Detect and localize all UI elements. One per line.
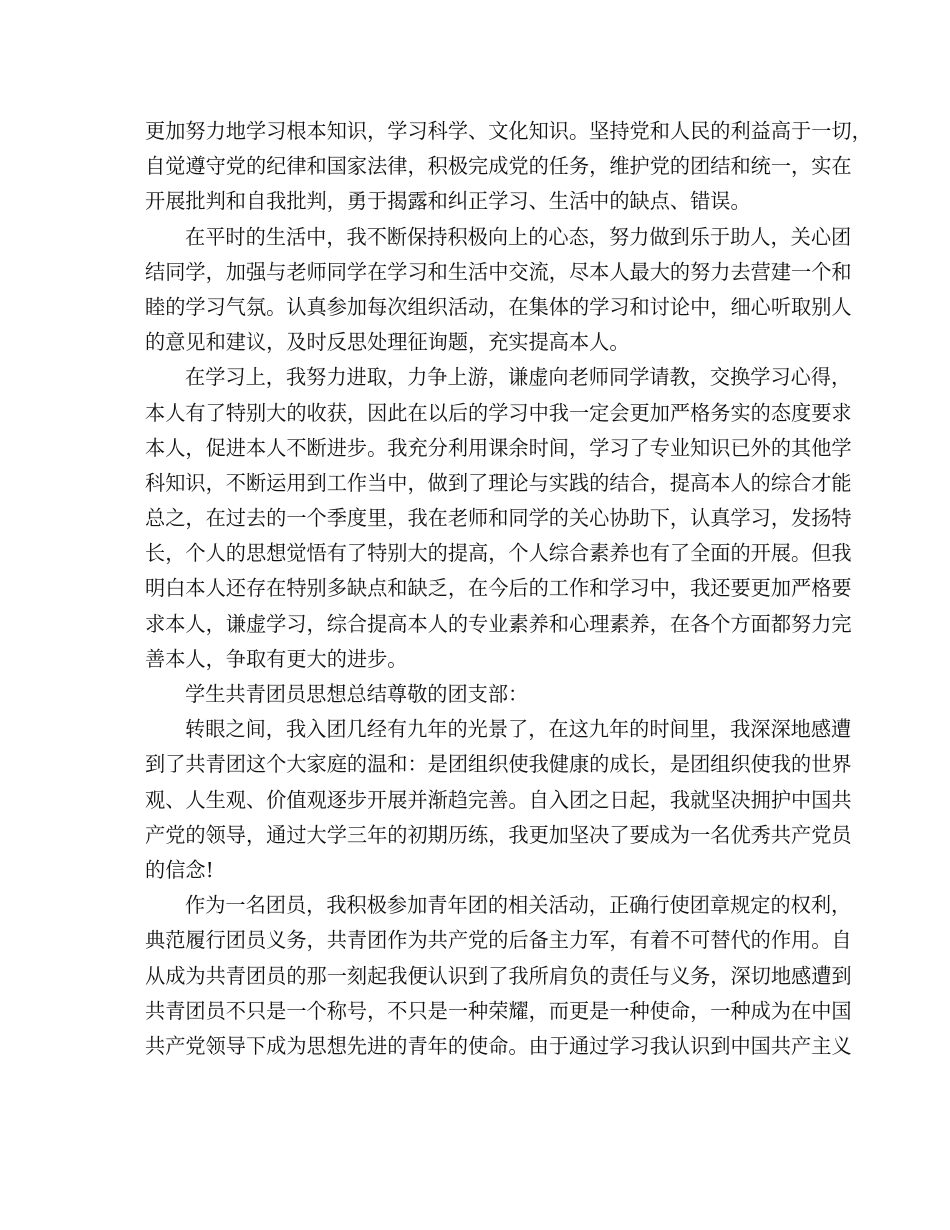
text-line: 在学习上，我努力进取，力争上游，谦虚向老师同学请教，交换学习心得，	[185, 365, 852, 390]
text-line: 总之，在过去的一个季度里，我在老师和同学的关心协助下，认真学习，发扬特	[145, 506, 852, 531]
text-line: 的意见和建议，及时反思处理征询题，充实提高本人。	[145, 330, 630, 355]
text-line: 到了共青团这个大家庭的温和：是团组织使我健康的成长，是团组织使我的世界	[145, 752, 852, 777]
text-line: 观、人生观、价值观逐步开展并渐趋完善。自入团之日起，我就坚决拥护中国共	[145, 787, 852, 812]
document-body	[145, 114, 872, 1064]
text-line: 共产党领导下成为思想先进的青年的使命。由于通过学习我认识到中国共产主义	[145, 1033, 852, 1058]
text-line: 科知识，不断运用到工作当中，做到了理论与实践的结合，提高本人的综合才能	[145, 470, 852, 495]
text-line: 产党的领导，通过大学三年的初期历练，我更加坚决了要成为一名优秀共产党员	[145, 822, 852, 847]
text-line: 长，个人的思想觉悟有了特别大的提高，个人综合素养也有了全面的开展。但我	[145, 541, 852, 566]
text-line: 转眼之间，我入团几经有九年的光景了，在这九年的时间里，我深深地感遭	[185, 717, 852, 742]
text-line: 结同学，加强与老师同学在学习和生活中交流，尽本人最大的努力去营建一个和	[145, 259, 852, 284]
text-line: 更加努力地学习根本知识，学习科学、文化知识。坚持党和人民的利益高于一切，	[145, 119, 872, 143]
text-line: 的信念!	[145, 857, 214, 882]
text-line: 明白本人还存在特别多缺点和缺乏，在今后的工作和学习中，我还要更加严格要	[145, 576, 852, 601]
text-line: 本人，促进本人不断进步。我充分利用课余时间，学习了专业知识已外的其他学	[145, 435, 852, 460]
text-line: 在平时的生活中，我不断保持积极向上的心态，努力做到乐于助人，关心团	[185, 224, 852, 249]
text-line: 共青团员不只是一个称号，不只是一种荣耀，而更是一种使命，一种成为在中国	[145, 998, 852, 1023]
text-line: 开展批判和自我批判，勇于揭露和纠正学习、生活中的缺点、错误。	[145, 189, 751, 214]
text-line: 从成为共青团员的那一刻起我便认识到了我所肩负的责任与义务，深切地感遭到	[145, 963, 852, 988]
text-line: 作为一名团员，我积极参加青年团的相关活动，正确行使团章规定的权利，	[185, 893, 852, 918]
text-line: 睦的学习气氛。认真参加每次组织活动，在集体的学习和讨论中，细心听取别人	[145, 294, 852, 319]
text-line: 本人有了特别大的收获，因此在以后的学习中我一定会更加严格务实的态度要求	[145, 400, 852, 425]
text-line: 典范履行团员义务，共青团作为共产党的后备主力军，有着不可替代的作用。自	[145, 928, 852, 953]
text-line: 善本人，争取有更大的进步。	[145, 646, 408, 671]
text-line: 求本人，谦虚学习，综合提高本人的专业素养和心理素养，在各个方面都努力完	[145, 611, 852, 636]
text-line: 学生共青团员思想总结尊敬的团支部：	[185, 682, 529, 706]
text-line: 自觉遵守党的纪律和国家法律，积极完成党的任务，维护党的团结和统一，实在	[145, 154, 852, 179]
